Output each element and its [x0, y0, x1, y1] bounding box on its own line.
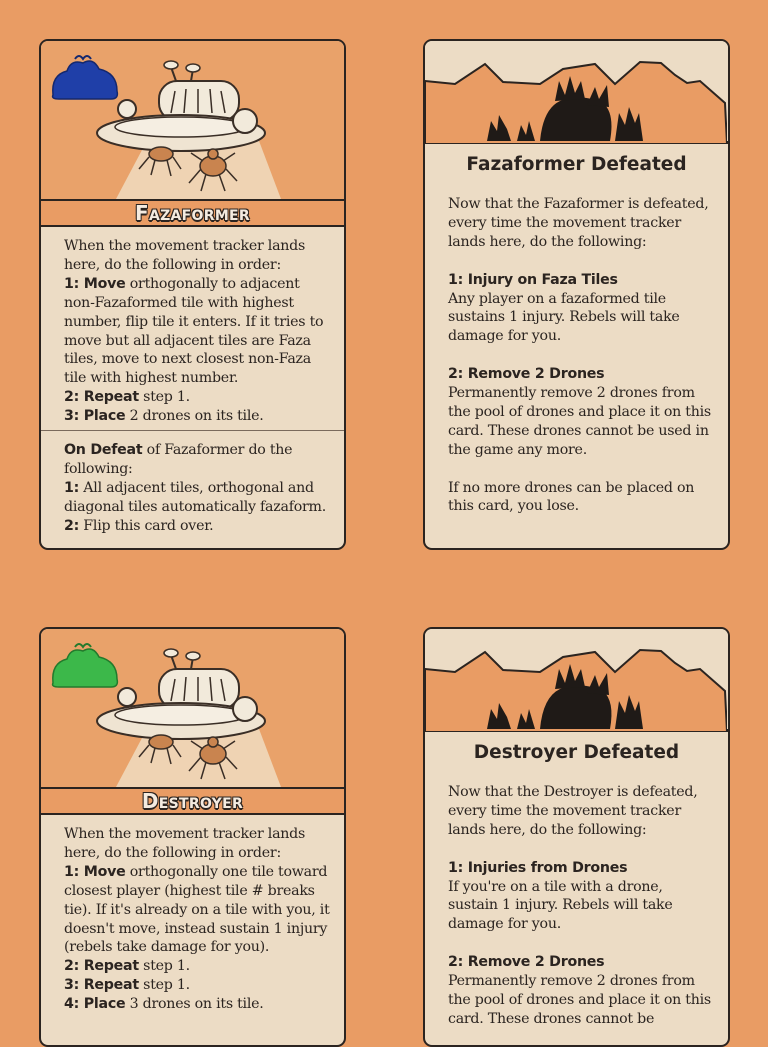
step-text: step 1.	[138, 389, 190, 406]
intro-text: Now that the Fazaformer is defeated, every time the movement tracker lands here, do the following:	[448, 196, 709, 250]
defeated-instructions	[448, 195, 714, 516]
movement-instructions	[64, 237, 330, 426]
step-heading: 2: Remove 2 Drones	[448, 954, 605, 971]
card-title: Fazaformer Defeated	[466, 154, 687, 175]
step-label: 1:	[64, 479, 80, 496]
fazaformer-card	[39, 39, 346, 550]
step-label: 2: Repeat	[64, 389, 139, 406]
card-name: Destroyer	[141, 789, 244, 813]
step-label: 2: Repeat	[64, 958, 139, 975]
step-text: Flip this card over.	[79, 517, 214, 534]
step-text: step 1.	[138, 958, 190, 975]
step-text: Any player on a fazaformed tile sustains 1 injury. Rebels will take damage for you.	[448, 290, 680, 345]
movement-instructions	[64, 825, 330, 1014]
step-text: 3 drones on its tile.	[125, 996, 264, 1013]
step-text: If you're on a tile with a drone, sustain 1 injury. Rebels will take damage for you.	[448, 878, 673, 933]
fazaformer-art	[41, 41, 344, 199]
defeat-text: of Fazaformer do the following:	[64, 442, 293, 477]
step-text: step 1.	[138, 977, 190, 994]
intro-text: When the movement tracker lands here, do the following in order:	[64, 826, 306, 861]
card-title: Destroyer Defeated	[473, 742, 680, 763]
card-name: Fazaformer	[134, 201, 250, 225]
step-text: orthogonally to adjacent non-Fazaformed tile with highest number, flip tile it enters. If it tries to move but all adjacent tiles are Faza tiles, move to next closest non-Faza tile with highest number.	[64, 275, 324, 387]
step-label: 1: Move	[64, 275, 126, 292]
step-text: orthogonally one tile toward closest player (highest tile # breaks tie). If it's already on a tile with you, it doesn't move, instead sustain 1 injury (rebels take damage for you).	[64, 863, 330, 956]
fazaformer-defeated-card	[423, 39, 730, 550]
lose-condition-text: If no more drones can be placed on this card, you lose.	[448, 479, 695, 515]
green-blob-icon	[53, 644, 118, 687]
intro-text: Now that the Destroyer is defeated, every time the movement tracker lands here, do the following:	[448, 784, 698, 838]
step-label: 2:	[64, 517, 80, 534]
step-heading: 1: Injury on Faza Tiles	[448, 271, 618, 288]
defeat-label: On Defeat	[64, 442, 143, 458]
step-label: 3: Repeat	[64, 977, 139, 994]
fire-art	[425, 629, 728, 732]
divider	[41, 430, 344, 431]
step-text: Permanently remove 2 drones from the pool of drones and place it on this card. These drones cannot be used in the game any more.	[448, 385, 711, 458]
step-text: Permanently remove 2 drones from the pool of drones and place it on this card. These drones cannot be	[448, 973, 711, 1027]
defeat-instructions	[64, 441, 330, 536]
step-label: 1: Move	[64, 863, 126, 880]
step-label: 4: Place	[64, 996, 126, 1013]
card-name-bar	[41, 199, 344, 227]
destroyer-art	[41, 629, 344, 787]
destroyer-card	[39, 627, 346, 1047]
destroyer-defeated-card	[423, 627, 730, 1047]
step-text: 2 drones on its tile.	[125, 408, 264, 425]
step-heading: 1: Injuries from Drones	[448, 859, 628, 876]
defeated-instructions	[448, 783, 714, 1029]
step-heading: 2: Remove 2 Drones	[448, 366, 605, 383]
card-name-bar	[41, 787, 344, 815]
intro-text: When the movement tracker lands here, do the following in order:	[64, 238, 306, 273]
step-text: All adjacent tiles, orthogonal and diagonal tiles automatically fazaform.	[64, 479, 326, 515]
blue-blob-icon	[53, 56, 118, 99]
step-label: 3: Place	[64, 408, 126, 425]
fire-art	[425, 41, 728, 144]
